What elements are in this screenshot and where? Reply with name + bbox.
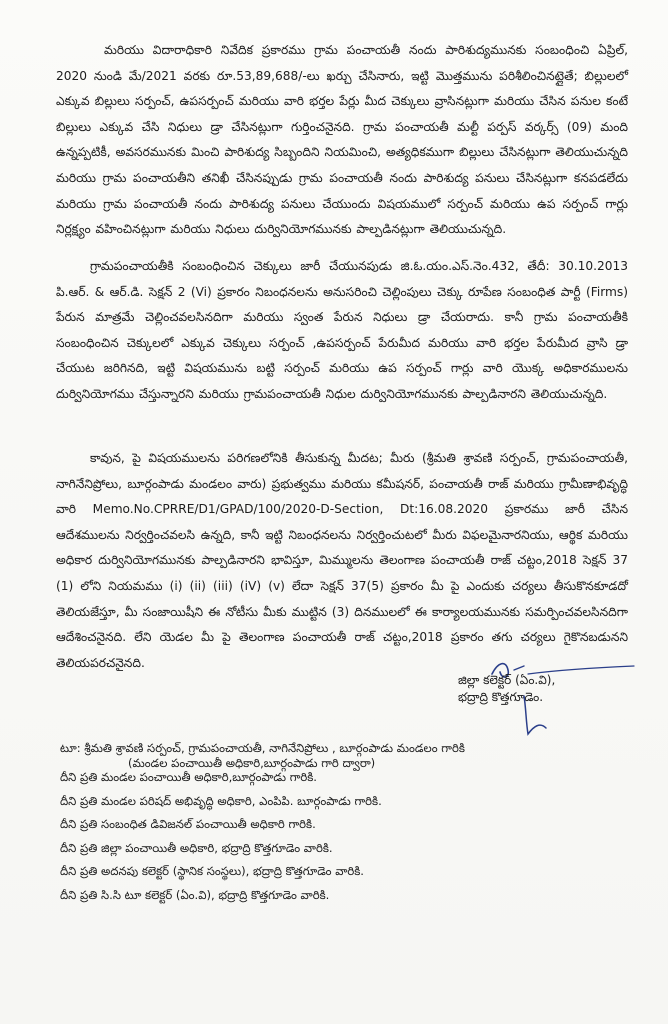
signatory-designation: జిల్లా కలెక్టర్ (ఏం.వి), bbox=[458, 673, 556, 687]
copy-to-item: దీని ప్రతి అదనపు కలెక్టర్ (స్థానిక సంస్థలు), భద్రాద్రి కొత్తగూడెం వారికి. bbox=[60, 864, 364, 879]
letter-paragraph-1: మరియు విదారాధికారి నివేదిక ప్రకారము గ్రామ పంచాయతీ నందు పారిశుద్యమునకు సంబంధించి ఏప్రిల్, 2020 నుండి మే/2021 వరకు రూ.53,89,688/-లు ఖర్చు చేసినారు, ఇట్టి మొత్తమును పరిశీలించినట్లైతే; బిల్లులలో ఎక్కువ బిల్లులు సర్పంచ్, ఉపసర్పంచ్ మరియు వారి భర్తల పేర్లు మీద చెక్కులు వ్రాసినట్లుగా మరియు చేసిన పనుల కంటే బిల్లులు ఎక్కువ చేసి నిధులు డ్రా చేసినట్లుగా గుర్తించనైనది. గ్రామ పంచాయతీ మల్టీ పర్పస్ వర్కర్స్ (09) మంది ఉన్నప్పటికీ, అవసరమునకు మించి పారిశుద్య సిబ్బందిని నియమించి, అత్యధికముగా బిల్లులు చేసినట్లుగా తెలియుచున్నది మరియు గ్రామ పంచాయతీని తనిఖీ చేసినప్పుడు గ్రామ పంచాయతీ నందు పారిశుద్య పనులు చేసినట్లుగా కనపడలేదు మరియు గ్రామ పంచాయతీ నందు పారిశుద్య పనులు చేయుందు విషయములో సర్పంచ్ మరియు ఉప సర్పంచ్ గార్లు నిర్లక్ష్యం వహించినట్లుగా మరియు నిధులు దుర్వినియోగమునకు పాల్పడినట్లుగా తెలియుచున్నది. bbox=[56, 43, 628, 237]
recipient-via-line: (మండల పంచాయితీ అధికారి,బూర్గంపాడు గారి ద్వారా) bbox=[128, 756, 376, 770]
copy-to-item: దీని ప్రతి సంబంధిత డివిజనల్ పంచాయితీ అధికారి గారికి. bbox=[60, 817, 316, 832]
copy-to-list bbox=[60, 766, 620, 908]
letter-paragraph-3: కావున, పై విషయములను పరిగణలోనికి తీసుకున్న మీదట; మీరు (శ్రీమతి శ్రావణి సర్పంచ్, గ్రామపంచాయతీ, నాగినేనిప్రోలు, బూర్గంపాడు మండలం వారు) ప్రభుత్వము మరియు కమీషనర్, పంచాయతీ రాజ్ మరియు గ్రామీణాభివృద్ధి వారి Memo.No.CPRRE/D1/GPAD/100/2020-D-Section, Dt:16.08.2020 ప్రకారము జారీ చేసిన ఆదేశములను నిర్వర్తించవలసి ఉన్నది, కానీ ఇట్టి నిబంధనలను నిర్వర్తించుటలో మీరు విఫలమైనారనియు, ఆర్థిక మరియు అధికార దుర్వినియోగమునకు పాల్పడినారని భావిస్తూ, మిమ్ములను తెలంగాణ పంచాయతీ రాజ్ చట్టం,2018 సెక్షన్ 37 (1) లోని నియమము (i) (ii) (iii) (iV) (v) లేదా సెక్షన్ 37(5) ప్రకారం మీ పై ఎందుకు చర్యలు తీసుకొనకూడదో తెలియజేస్తూ, మీ సంజాయిషీని ఈ నోటీసు మీకు ముట్టిన (3) దినములలో ఈ కార్యాలయమునకు సమర్పించవలసినదిగా ఆదేశించనైనది. లేని యెడల మీ పై తెలంగాణ పంచాయతీ రాజ్ చట్టం,2018 ప్రకారం తగు చర్యలు గైకొనబడునని తెలియపరచనైనది. bbox=[56, 451, 628, 670]
recipient-line: టూ: శ్రీమతి శ్రావణి సర్పంచ్, గ్రామపంచాయతీ, నాగినేనిప్రోలు , బూర్గంపాడు మండలం గారికి bbox=[60, 741, 465, 755]
copy-to-item: దీని ప్రతి మండల పంచాయితీ అధికారి,బూర్గంపాడు గారికి. bbox=[60, 770, 317, 784]
initial-mark-icon bbox=[520, 692, 550, 738]
letter-paragraph-2: గ్రామపంచాయతీకి సంబంధించిన చెక్కులు జారీ చేయునపుడు జి.ఓ.యం.ఎస్.నెం.432, తేదీ: 30.10.2013 పి.ఆర్. & ఆర్.డి. సెక్షన్ 2 (Vi) ప్రకారం నిబంధనలను అనుసరించి చెల్లింపులు చెక్కు రూపేణ సంబంధిత పార్టీ (Firms) పేరున మాత్రమే చెల్లించవలసినదిగా మరియు స్వంత పేరున నిధులు డ్రా చేయరాదు. కానీ గ్రామ పంచాయతీకి సంబంధించిన చెక్కులలో ఎక్కువ చెక్కులు సర్పంచ్ ,ఉపసర్పంచ్ పేరుమీద మరియు వారి భర్తల పేరుమీద వ్రాసి డ్రా చేయుట జరిగినది, ఇట్టి విషయమును బట్టి సర్పంచ్ మరియు ఉప సర్పంచ్ గార్లు వారి యొక్క అధికారములను దుర్వినియోగము చేస్తున్నారని మరియు గ్రామపంచాయతీ నిధుల దుర్వినియోగమునకు పాల్పడినారని తెలియుచున్నది. bbox=[56, 259, 628, 401]
signatory-location: భద్రాద్రి కొత్తగూడెం. bbox=[458, 690, 544, 704]
copy-to-item: దీని ప్రతి సి.సి టూ కలెక్టర్ (ఏం.వి), భద్రాద్రి కొత్తగూడెం వారికి. bbox=[60, 887, 330, 902]
copy-to-item: దీని ప్రతి మండల పరిషద్ అభివృద్ధి అధికారి, ఎంపిపి. బూర్గంపాడు గారికి. bbox=[60, 793, 382, 808]
signature-block bbox=[458, 672, 648, 706]
copy-to-item: దీని ప్రతి జిల్లా పంచాయితీ అధికారి, భద్రాద్రి కొత్తగూడెం వారికి. bbox=[60, 840, 333, 855]
